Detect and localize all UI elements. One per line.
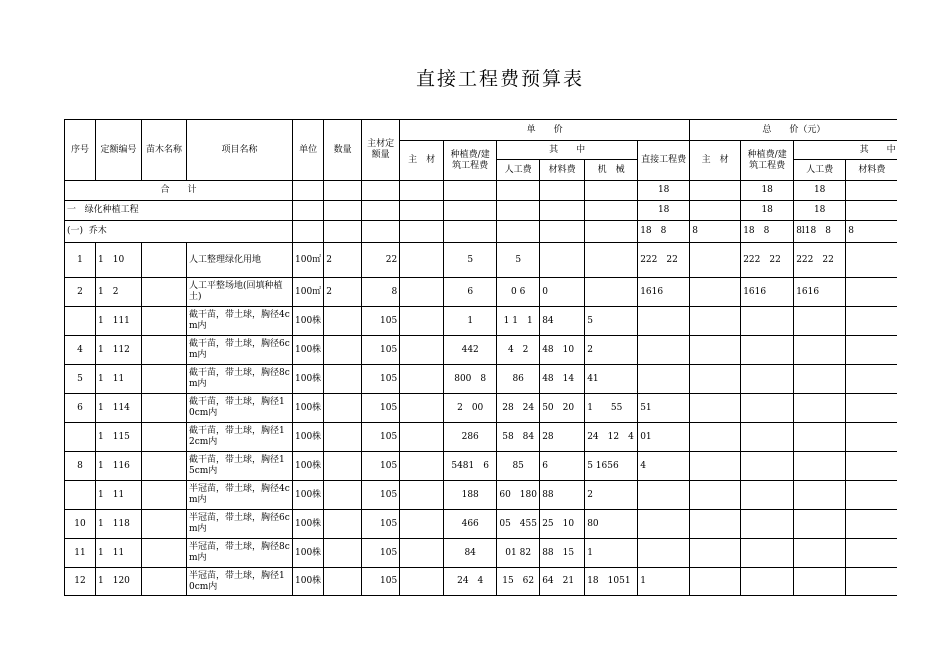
summary-row-trees	[65, 221, 898, 243]
row-unit: 100株	[293, 481, 324, 510]
row-total-direct	[638, 481, 690, 510]
row-total-main-mat	[690, 510, 741, 539]
row-unit-planting-fee: 286	[444, 423, 497, 452]
row-unit: 100株	[293, 568, 324, 596]
row-unit: 100株	[293, 307, 324, 336]
row-main-mat-quota: 8	[362, 278, 400, 307]
row-unit-planting-fee: 5481 6	[444, 452, 497, 481]
row-item-name: 截干苗，带土球，胸径10cm内	[187, 394, 293, 423]
row-unit-labor: 0 6	[497, 278, 540, 307]
row-qty: 2	[324, 243, 362, 278]
row-total-planting-fee	[741, 481, 794, 510]
row-total-planting-fee	[741, 568, 794, 596]
row-total-labor	[794, 394, 846, 423]
row-unit-material: 88	[540, 481, 585, 510]
header-seq: 序号	[65, 120, 96, 181]
row-unit: 100株	[293, 423, 324, 452]
row-seq: 11	[65, 539, 96, 568]
row-seq	[65, 423, 96, 452]
row-unit-material: 48 10	[540, 336, 585, 365]
row-unit-labor: 28 24	[497, 394, 540, 423]
row-item-name: 人工平整场地(回填种植土)	[187, 278, 293, 307]
row-unit-machine: 5	[585, 307, 638, 336]
summary-material: 8	[846, 221, 898, 243]
row-unit: 100株	[293, 539, 324, 568]
header-material-2: 材料费	[846, 160, 898, 181]
summary-label	[65, 201, 293, 221]
row-unit-material: 64 21	[540, 568, 585, 596]
row-unit-planting-fee: 466	[444, 510, 497, 539]
row-total-planting-fee	[741, 394, 794, 423]
row-total-planting-fee	[741, 452, 794, 481]
row-unit: 100株	[293, 394, 324, 423]
row-unit-machine: 2	[585, 336, 638, 365]
row-unit-planting-fee: 800 8	[444, 365, 497, 394]
row-seq	[65, 481, 96, 510]
row-qty	[324, 307, 362, 336]
header-main-mat-2: 主 材	[690, 141, 741, 181]
row-item-name: 人工整理绿化用地	[187, 243, 293, 278]
row-quota-code: 1 118	[96, 510, 142, 539]
row-unit-machine: 1	[585, 539, 638, 568]
row-total-main-mat	[690, 307, 741, 336]
summary-plant: 18	[741, 201, 794, 221]
row-item-name: 截干苗，带土球，胸径8cm内	[187, 365, 293, 394]
row-main-mat-quota: 105	[362, 452, 400, 481]
row-unit-labor: 58 84	[497, 423, 540, 452]
row-seq: 12	[65, 568, 96, 596]
row-main-mat-quota: 105	[362, 423, 400, 452]
row-total-direct	[638, 307, 690, 336]
row-total-main-mat	[690, 336, 741, 365]
row-quota-code: 1 114	[96, 394, 142, 423]
summary-direct: 18 8	[638, 221, 690, 243]
summary-direct: 18	[638, 181, 690, 201]
row-total-main-mat	[690, 365, 741, 394]
row-quota-code: 1 112	[96, 336, 142, 365]
row-total-direct: 4	[638, 452, 690, 481]
budget-table	[64, 119, 898, 596]
row-total-planting-fee	[741, 307, 794, 336]
row-seq: 8	[65, 452, 96, 481]
summary-labor: 18	[794, 201, 846, 221]
table-row	[65, 243, 898, 278]
row-total-direct: 1	[638, 568, 690, 596]
summary-direct: 18	[638, 201, 690, 221]
row-seq: 5	[65, 365, 96, 394]
row-unit-labor: 60 180	[497, 481, 540, 510]
row-unit-material	[540, 243, 585, 278]
row-main-mat-quota: 105	[362, 510, 400, 539]
row-seq: 10	[65, 510, 96, 539]
row-quota-code: 1 10	[96, 243, 142, 278]
row-total-material	[846, 336, 898, 365]
header-unit-price: 单 价	[400, 120, 690, 141]
row-total-main-mat	[690, 452, 741, 481]
row-total-labor	[794, 539, 846, 568]
row-total-labor	[794, 568, 846, 596]
row-total-planting-fee	[741, 539, 794, 568]
row-main-mat-quota: 105	[362, 568, 400, 596]
summary-plant: 18 8	[741, 221, 794, 243]
row-total-main-mat	[690, 481, 741, 510]
row-total-labor	[794, 423, 846, 452]
row-total-material	[846, 452, 898, 481]
row-qty	[324, 510, 362, 539]
row-unit-material: 48 14	[540, 365, 585, 394]
row-total-material	[846, 481, 898, 510]
row-total-labor	[794, 336, 846, 365]
row-seq: 4	[65, 336, 96, 365]
page-title: 直接工程费预算表	[415, 68, 584, 90]
table-row	[65, 278, 898, 307]
row-qty	[324, 452, 362, 481]
row-unit-labor: 5	[497, 243, 540, 278]
row-quota-code: 1 11	[96, 365, 142, 394]
row-quota-code: 1 111	[96, 307, 142, 336]
row-total-material	[846, 568, 898, 596]
row-total-main-mat	[690, 568, 741, 596]
row-total-direct	[638, 365, 690, 394]
row-total-direct	[638, 510, 690, 539]
header-of-which-2: 其 中	[794, 141, 898, 160]
row-total-labor	[794, 307, 846, 336]
row-quota-code: 1 120	[96, 568, 142, 596]
row-total-planting-fee: 222 22	[741, 243, 794, 278]
row-quota-code: 1 11	[96, 481, 142, 510]
row-main-mat-quota: 105	[362, 394, 400, 423]
summary-name: 绿化种植工程	[84, 205, 139, 215]
row-total-labor: 1616	[794, 278, 846, 307]
row-item-name: 截干苗，带土球，胸径12cm内	[187, 423, 293, 452]
summary-name: 乔木	[88, 226, 107, 236]
row-item-name: 半冠苗，带土球，胸径6cm内	[187, 510, 293, 539]
row-qty	[324, 539, 362, 568]
row-unit: 100株	[293, 452, 324, 481]
row-total-planting-fee	[741, 336, 794, 365]
row-item-name: 截干苗，带土球，胸径15cm内	[187, 452, 293, 481]
row-unit-machine: 18 1051	[585, 568, 638, 596]
table-row	[65, 307, 898, 336]
row-total-main-mat	[690, 423, 741, 452]
row-total-material	[846, 243, 898, 278]
header-labor-2: 人工费	[794, 160, 846, 181]
row-unit-material: 88 15	[540, 539, 585, 568]
summary-labor: 8l18 8	[794, 221, 846, 243]
row-total-planting-fee	[741, 365, 794, 394]
table-row	[65, 365, 898, 394]
row-total-labor	[794, 452, 846, 481]
row-qty	[324, 481, 362, 510]
row-unit-labor: 01 82	[497, 539, 540, 568]
row-unit-labor: 85	[497, 452, 540, 481]
summary-row-greening	[65, 201, 898, 221]
row-total-direct: 1616	[638, 278, 690, 307]
header-of-which: 其 中	[497, 141, 638, 160]
row-total-material	[846, 365, 898, 394]
row-total-direct	[638, 336, 690, 365]
row-total-labor: 222 22	[794, 243, 846, 278]
row-unit-labor: 86	[497, 365, 540, 394]
row-main-mat-quota: 105	[362, 336, 400, 365]
header-planting-fee-2: 种植费/建筑工程费	[741, 141, 794, 181]
row-item-name: 半冠苗，带土球，胸径8cm内	[187, 539, 293, 568]
row-unit: 100㎡	[293, 243, 324, 278]
row-quota-code: 1 2	[96, 278, 142, 307]
row-unit-planting-fee: 188	[444, 481, 497, 510]
row-total-main-mat	[690, 278, 741, 307]
row-seq	[65, 307, 96, 336]
row-unit: 100㎡	[293, 278, 324, 307]
row-qty	[324, 423, 362, 452]
row-unit-planting-fee: 6	[444, 278, 497, 307]
row-unit-labor: 4 2	[497, 336, 540, 365]
row-unit-machine	[585, 243, 638, 278]
page-edge-mask	[897, 110, 950, 610]
row-unit-machine: 2	[585, 481, 638, 510]
header-machine: 机 械	[585, 160, 638, 181]
table-row	[65, 539, 898, 568]
row-unit-labor: 05 455	[497, 510, 540, 539]
header-direct-fee: 直接工程费	[638, 141, 690, 181]
row-main-mat-quota: 105	[362, 307, 400, 336]
row-qty	[324, 365, 362, 394]
row-total-planting-fee	[741, 423, 794, 452]
row-total-material	[846, 307, 898, 336]
row-total-labor	[794, 510, 846, 539]
table-row	[65, 510, 898, 539]
row-total-main-mat	[690, 394, 741, 423]
row-unit-machine: 1 55	[585, 394, 638, 423]
row-total-material	[846, 510, 898, 539]
row-quota-code: 1 116	[96, 452, 142, 481]
table-row	[65, 336, 898, 365]
row-seq: 2	[65, 278, 96, 307]
summary-label: 合 计	[65, 181, 293, 201]
row-unit-planting-fee: 24 4	[444, 568, 497, 596]
row-main-mat-quota: 22	[362, 243, 400, 278]
table-row	[65, 452, 898, 481]
row-qty	[324, 336, 362, 365]
row-total-direct: 222 22	[638, 243, 690, 278]
header-main-mat: 主 材	[400, 141, 444, 181]
summary-label	[65, 221, 293, 243]
row-unit-planting-fee: 2 00	[444, 394, 497, 423]
row-unit-machine: 80	[585, 510, 638, 539]
row-unit-material: 28	[540, 423, 585, 452]
header-item-name: 项目名称	[187, 120, 293, 181]
header-material: 材料费	[540, 160, 585, 181]
row-quota-code: 1 115	[96, 423, 142, 452]
row-unit: 100株	[293, 365, 324, 394]
row-total-direct: 01	[638, 423, 690, 452]
row-total-direct: 51	[638, 394, 690, 423]
row-unit-planting-fee: 442	[444, 336, 497, 365]
row-unit-material: 50 20	[540, 394, 585, 423]
row-main-mat-quota: 105	[362, 481, 400, 510]
row-item-name: 半冠苗，带土球，胸径10cm内	[187, 568, 293, 596]
row-unit-planting-fee: 5	[444, 243, 497, 278]
row-seq: 1	[65, 243, 96, 278]
row-total-material	[846, 539, 898, 568]
row-quota-code: 1 11	[96, 539, 142, 568]
header-main-mat-quota: 主材定额量	[362, 120, 400, 181]
row-qty	[324, 394, 362, 423]
row-main-mat-quota: 105	[362, 539, 400, 568]
row-unit-labor: 1 1 1	[497, 307, 540, 336]
row-unit-material: 6	[540, 452, 585, 481]
row-total-main-mat	[690, 243, 741, 278]
row-unit-machine: 41	[585, 365, 638, 394]
table-row	[65, 423, 898, 452]
header-planting-fee: 种植费/建筑工程费	[444, 141, 497, 181]
row-unit-machine: 5 1656	[585, 452, 638, 481]
row-total-material	[846, 394, 898, 423]
summary-labor: 18	[794, 181, 846, 201]
header-quota-no: 定额编号	[96, 120, 142, 181]
row-unit-planting-fee: 1	[444, 307, 497, 336]
row-total-direct	[638, 539, 690, 568]
row-unit: 100株	[293, 336, 324, 365]
row-total-labor	[794, 481, 846, 510]
header-total-price: 总 价（元）	[690, 120, 898, 141]
row-total-main-mat	[690, 539, 741, 568]
table-row	[65, 481, 898, 510]
row-qty: 2	[324, 278, 362, 307]
row-unit-machine: 24 12 4	[585, 423, 638, 452]
row-unit: 100株	[293, 510, 324, 539]
row-unit-material: 0	[540, 278, 585, 307]
table-row	[65, 568, 898, 596]
header-qty: 数量	[324, 120, 362, 181]
row-total-planting-fee: 1616	[741, 278, 794, 307]
row-unit-material: 25 10	[540, 510, 585, 539]
summary-plant: 18	[741, 181, 794, 201]
row-total-material	[846, 278, 898, 307]
row-unit-machine	[585, 278, 638, 307]
header-unit: 单位	[293, 120, 324, 181]
summary-main: 8	[690, 221, 741, 243]
row-total-planting-fee	[741, 510, 794, 539]
row-qty	[324, 568, 362, 596]
row-item-name: 半冠苗，带土球，胸径4cm内	[187, 481, 293, 510]
row-total-material	[846, 423, 898, 452]
row-unit-labor: 15 62	[497, 568, 540, 596]
summary-row-total	[65, 181, 898, 201]
row-item-name: 截干苗，带土球，胸径6cm内	[187, 336, 293, 365]
row-unit-planting-fee: 84	[444, 539, 497, 568]
summary-seq: 一	[67, 205, 77, 215]
row-unit-material: 84	[540, 307, 585, 336]
header-plant-name: 苗木名称	[142, 120, 187, 181]
row-seq: 6	[65, 394, 96, 423]
row-total-labor	[794, 365, 846, 394]
row-item-name: 截干苗，带土球，胸径4cm内	[187, 307, 293, 336]
table-row	[65, 394, 898, 423]
row-main-mat-quota: 105	[362, 365, 400, 394]
header-labor: 人工费	[497, 160, 540, 181]
summary-seq: (一)	[67, 226, 84, 236]
